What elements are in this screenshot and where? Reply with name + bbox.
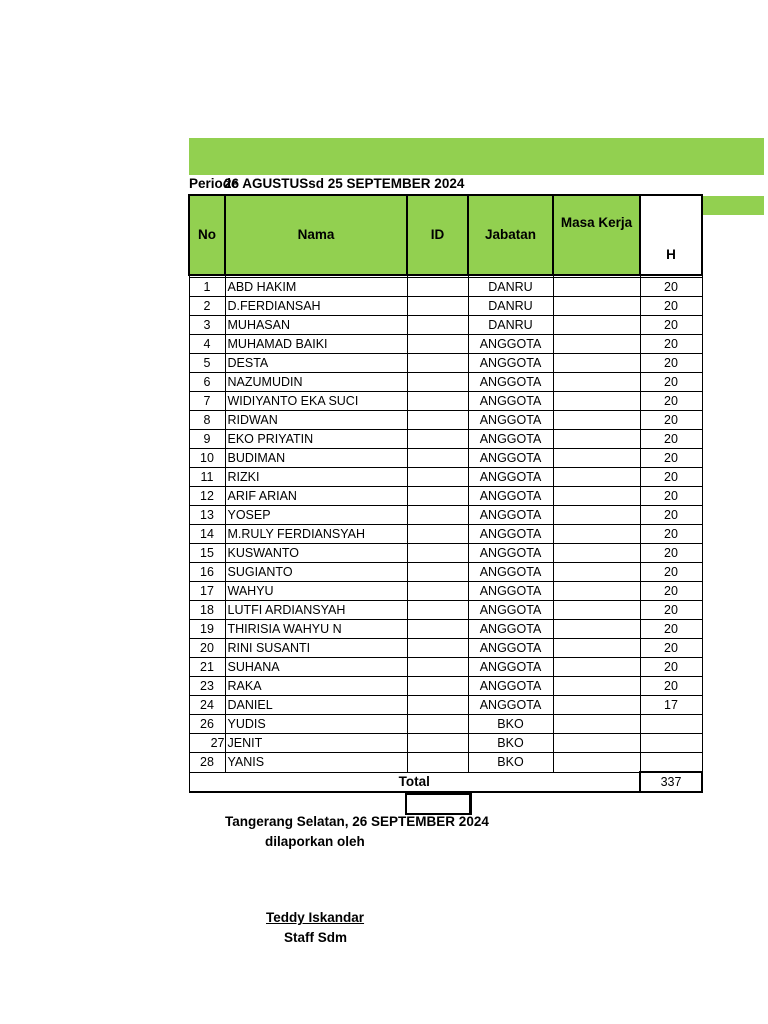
table-row [189, 449, 702, 468]
row-jabatan: BKO [468, 715, 553, 734]
row-id [407, 297, 468, 316]
row-no: 7 [189, 392, 225, 411]
row-nama: KUSWANTO [225, 544, 407, 563]
row-nama: NAZUMUDIN [225, 373, 407, 392]
header-green-band [189, 138, 764, 175]
row-id [407, 468, 468, 487]
row-masa-kerja [553, 297, 640, 316]
total-row [189, 772, 702, 792]
table-row [189, 278, 702, 297]
table-row [189, 658, 702, 677]
row-h: 20 [640, 392, 702, 411]
row-masa-kerja [553, 468, 640, 487]
row-nama: WAHYU [225, 582, 407, 601]
row-masa-kerja [553, 677, 640, 696]
row-no: 8 [189, 411, 225, 430]
row-id [407, 544, 468, 563]
row-masa-kerja [553, 278, 640, 297]
row-h: 20 [640, 373, 702, 392]
row-id [407, 278, 468, 297]
row-h: 20 [640, 677, 702, 696]
table-row [189, 677, 702, 696]
row-no: 17 [189, 582, 225, 601]
row-h [640, 715, 702, 734]
row-nama: YUDIS [225, 715, 407, 734]
row-jabatan: ANGGOTA [468, 487, 553, 506]
row-jabatan: ANGGOTA [468, 354, 553, 373]
header-no: No [189, 195, 225, 275]
row-jabatan: DANRU [468, 278, 553, 297]
row-jabatan: ANGGOTA [468, 601, 553, 620]
row-nama: DANIEL [225, 696, 407, 715]
row-h: 20 [640, 563, 702, 582]
signer-name: Teddy Iskandar [266, 910, 365, 925]
row-no: 20 [189, 639, 225, 658]
row-no: 2 [189, 297, 225, 316]
row-nama: MUHAMAD BAIKI [225, 335, 407, 354]
row-no: 24 [189, 696, 225, 715]
table-row [189, 715, 702, 734]
row-id [407, 506, 468, 525]
row-masa-kerja [553, 373, 640, 392]
row-jabatan: ANGGOTA [468, 582, 553, 601]
row-masa-kerja [553, 582, 640, 601]
row-id [407, 734, 468, 753]
row-id [407, 373, 468, 392]
row-nama: EKO PRIYATIN [225, 430, 407, 449]
row-no: 23 [189, 677, 225, 696]
row-no: 9 [189, 430, 225, 449]
row-masa-kerja [553, 525, 640, 544]
row-jabatan: ANGGOTA [468, 335, 553, 354]
row-h: 20 [640, 316, 702, 335]
table-body [189, 275, 702, 772]
row-nama: JENIT [225, 734, 407, 753]
period-range: 26 AGUSTUSsd 25 SEPTEMBER 2024 [224, 176, 465, 191]
row-jabatan: BKO [468, 753, 553, 773]
table-row [189, 696, 702, 715]
row-h: 20 [640, 468, 702, 487]
row-masa-kerja [553, 449, 640, 468]
row-jabatan: ANGGOTA [468, 449, 553, 468]
row-h: 20 [640, 297, 702, 316]
header-h: H [640, 195, 702, 275]
place-date: Tangerang Selatan, 26 SEPTEMBER 2024 [225, 814, 489, 829]
signer-role: Staff Sdm [284, 930, 348, 945]
row-id [407, 354, 468, 373]
row-id [407, 753, 468, 773]
period-label: Periode [189, 176, 239, 191]
row-id [407, 335, 468, 354]
row-id [407, 525, 468, 544]
row-jabatan: ANGGOTA [468, 639, 553, 658]
row-no: 11 [189, 468, 225, 487]
row-h: 20 [640, 639, 702, 658]
period-line [189, 176, 464, 191]
table-row [189, 430, 702, 449]
table-row [189, 411, 702, 430]
row-h: 20 [640, 411, 702, 430]
empty-box [405, 793, 472, 815]
row-masa-kerja [553, 392, 640, 411]
row-masa-kerja [553, 639, 640, 658]
header-nama: Nama [225, 195, 407, 275]
row-masa-kerja [553, 544, 640, 563]
row-masa-kerja [553, 354, 640, 373]
table-row [189, 468, 702, 487]
header-id: ID [407, 195, 468, 275]
row-nama: MUHASAN [225, 316, 407, 335]
row-nama: ARIF ARIAN [225, 487, 407, 506]
row-id [407, 430, 468, 449]
row-jabatan: BKO [468, 734, 553, 753]
table-row [189, 506, 702, 525]
table-row [189, 373, 702, 392]
row-masa-kerja [553, 601, 640, 620]
table-row [189, 601, 702, 620]
row-h: 20 [640, 506, 702, 525]
row-id [407, 639, 468, 658]
row-no: 19 [189, 620, 225, 639]
row-h: 20 [640, 354, 702, 373]
row-nama: D.FERDIANSAH [225, 297, 407, 316]
table-row [189, 487, 702, 506]
row-jabatan: ANGGOTA [468, 373, 553, 392]
header-masa-kerja: Masa Kerja [553, 195, 640, 275]
table-row [189, 525, 702, 544]
row-jabatan: ANGGOTA [468, 696, 553, 715]
row-nama: YANIS [225, 753, 407, 773]
attendance-table [188, 194, 703, 793]
reported-by: dilaporkan oleh [265, 834, 365, 849]
row-id [407, 696, 468, 715]
row-nama: YOSEP [225, 506, 407, 525]
row-h: 20 [640, 525, 702, 544]
table-row [189, 734, 702, 753]
table-row [189, 335, 702, 354]
row-nama: M.RULY FERDIANSYAH [225, 525, 407, 544]
row-h: 20 [640, 430, 702, 449]
row-h: 20 [640, 335, 702, 354]
row-nama: RINI SUSANTI [225, 639, 407, 658]
row-jabatan: ANGGOTA [468, 544, 553, 563]
row-no: 5 [189, 354, 225, 373]
row-jabatan: ANGGOTA [468, 658, 553, 677]
row-masa-kerja [553, 506, 640, 525]
row-h: 20 [640, 278, 702, 297]
row-nama: DESTA [225, 354, 407, 373]
row-id [407, 601, 468, 620]
total-label: Total [189, 772, 640, 792]
row-masa-kerja [553, 316, 640, 335]
table-row [189, 544, 702, 563]
row-no: 28 [189, 753, 225, 773]
row-h: 20 [640, 449, 702, 468]
row-jabatan: ANGGOTA [468, 430, 553, 449]
row-jabatan: ANGGOTA [468, 411, 553, 430]
row-jabatan: ANGGOTA [468, 525, 553, 544]
row-h: 20 [640, 487, 702, 506]
row-masa-kerja [553, 753, 640, 773]
row-no: 13 [189, 506, 225, 525]
row-jabatan: ANGGOTA [468, 563, 553, 582]
row-masa-kerja [553, 563, 640, 582]
table-row [189, 563, 702, 582]
table-row [189, 316, 702, 335]
table-row [189, 639, 702, 658]
row-masa-kerja [553, 696, 640, 715]
row-h: 17 [640, 696, 702, 715]
row-no: 6 [189, 373, 225, 392]
row-masa-kerja [553, 430, 640, 449]
row-nama: RAKA [225, 677, 407, 696]
row-id [407, 658, 468, 677]
row-id [407, 715, 468, 734]
row-no: 16 [189, 563, 225, 582]
row-nama: WIDIYANTO EKA SUCI [225, 392, 407, 411]
row-jabatan: ANGGOTA [468, 506, 553, 525]
row-h: 20 [640, 601, 702, 620]
row-no: 18 [189, 601, 225, 620]
table-row [189, 354, 702, 373]
row-no: 21 [189, 658, 225, 677]
row-masa-kerja [553, 487, 640, 506]
row-nama: RIZKI [225, 468, 407, 487]
row-h: 20 [640, 582, 702, 601]
row-jabatan: ANGGOTA [468, 468, 553, 487]
row-no: 3 [189, 316, 225, 335]
row-jabatan: DANRU [468, 316, 553, 335]
row-nama: ABD HAKIM [225, 278, 407, 297]
row-no: 26 [189, 715, 225, 734]
row-id [407, 411, 468, 430]
row-id [407, 677, 468, 696]
row-masa-kerja [553, 411, 640, 430]
table-row [189, 582, 702, 601]
row-no: 27 [189, 734, 225, 753]
row-id [407, 582, 468, 601]
row-id [407, 392, 468, 411]
table-row [189, 297, 702, 316]
row-id [407, 316, 468, 335]
row-h [640, 753, 702, 773]
header-jabatan: Jabatan [468, 195, 553, 275]
row-masa-kerja [553, 734, 640, 753]
row-h: 20 [640, 620, 702, 639]
table-header-row [189, 195, 702, 275]
row-nama: SUHANA [225, 658, 407, 677]
row-jabatan: ANGGOTA [468, 620, 553, 639]
row-h: 20 [640, 544, 702, 563]
row-no: 10 [189, 449, 225, 468]
row-jabatan: ANGGOTA [468, 392, 553, 411]
row-no: 12 [189, 487, 225, 506]
row-nama: LUTFI ARDIANSYAH [225, 601, 407, 620]
row-masa-kerja [553, 335, 640, 354]
row-no: 14 [189, 525, 225, 544]
row-h [640, 734, 702, 753]
row-id [407, 620, 468, 639]
row-no: 15 [189, 544, 225, 563]
row-masa-kerja [553, 658, 640, 677]
table-row [189, 620, 702, 639]
row-id [407, 563, 468, 582]
row-jabatan: DANRU [468, 297, 553, 316]
row-nama: RIDWAN [225, 411, 407, 430]
row-no: 1 [189, 278, 225, 297]
row-nama: SUGIANTO [225, 563, 407, 582]
row-jabatan: ANGGOTA [468, 677, 553, 696]
row-h: 20 [640, 658, 702, 677]
row-id [407, 487, 468, 506]
row-nama: BUDIMAN [225, 449, 407, 468]
row-masa-kerja [553, 620, 640, 639]
row-nama: THIRISIA WAHYU N [225, 620, 407, 639]
total-value: 337 [640, 772, 702, 792]
table-row [189, 753, 702, 773]
table-row [189, 392, 702, 411]
row-no: 4 [189, 335, 225, 354]
row-masa-kerja [553, 715, 640, 734]
row-id [407, 449, 468, 468]
